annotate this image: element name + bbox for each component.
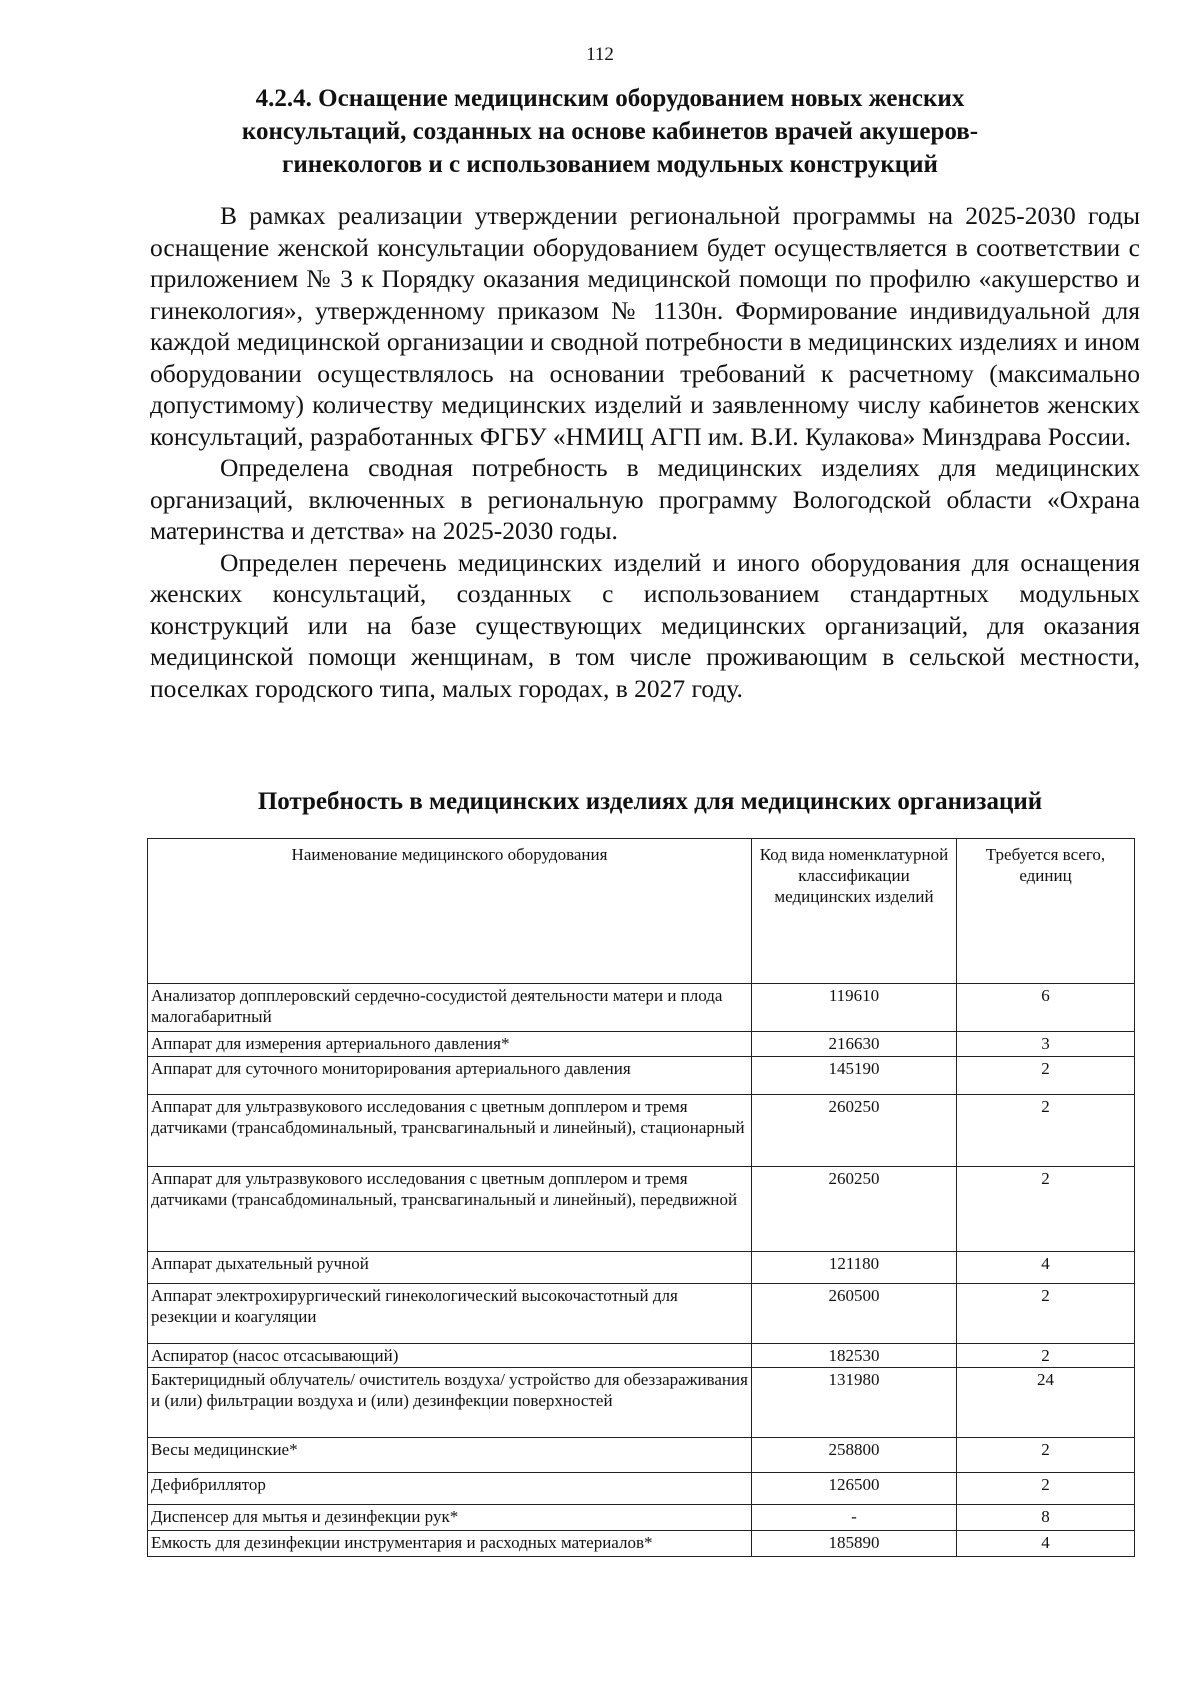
cell-qty: 2: [957, 1167, 1135, 1252]
table-row: [148, 1167, 1135, 1252]
cell-name: Бактерицидный облучатель/ очиститель воздуха/ устройство для обеззараживания и (или) фильтрации воздуха и (или) дезинфекции поверхностей: [148, 1368, 752, 1438]
table-row: [148, 1473, 1135, 1505]
table-row: [148, 1252, 1135, 1284]
cell-qty: 2: [957, 1438, 1135, 1473]
cell-name: Аспиратор (насос отсасывающий): [148, 1344, 752, 1368]
cell-code: 182530: [752, 1344, 957, 1368]
table-row: [148, 1344, 1135, 1368]
cell-code: -: [752, 1505, 957, 1531]
table-header-row: [148, 839, 1135, 984]
table-row: [148, 1095, 1135, 1167]
cell-name: Емкость для дезинфекции инструментария и расходных материалов*: [148, 1531, 752, 1557]
cell-code: 260250: [752, 1167, 957, 1252]
cell-code: 145190: [752, 1057, 957, 1095]
table-row: [148, 1284, 1135, 1344]
section-heading: [180, 82, 1040, 181]
paragraph: В рамках реализации утверждении региональной программы на 2025-2030 годы оснащение женской консультации оборудованием будет осуществляется в соответствии с приложением № 3 к Порядку оказания медицинской помощи по профилю «акушерство и гинекология», утвержденному приказом № 1130н. Формирование индивидуальной для каждой медицинской организации и сводной потребности в медицинских изделиях и ином оборудовании осуществлялось на основании требований к расчетному (максимально допустимому) количеству медицинских изделий и заявленному числу кабинетов женских консультаций, разработанных ФГБУ «НМИЦ АГП им. В.И. Кулакова» Минздрава России.: [150, 201, 1140, 451]
cell-name: Аппарат для суточного мониторирования артериального давления: [148, 1057, 752, 1095]
cell-qty: 4: [957, 1252, 1135, 1284]
section-heading-line: гинекологов и с использованием модульных конструкций: [282, 151, 938, 178]
cell-name: Дефибриллятор: [148, 1473, 752, 1505]
paragraph: Определена сводная потребность в медицинских изделиях для медицинских организаций, включенных в региональную программу Вологодской области «Охрана материнства и детства» на 2025-2030 годы.: [150, 453, 1140, 545]
section-heading-line: 4.2.4. Оснащение медицинским оборудованием новых женских: [255, 85, 965, 112]
cell-qty: 2: [957, 1057, 1135, 1095]
cell-code: 185890: [752, 1531, 957, 1557]
table-row: [148, 1505, 1135, 1531]
table-row: [148, 1057, 1135, 1095]
table-row: [148, 1438, 1135, 1473]
cell-code: 131980: [752, 1368, 957, 1438]
body-text: [150, 200, 1140, 704]
cell-qty: 2: [957, 1344, 1135, 1368]
cell-name: Аппарат дыхательный ручной: [148, 1252, 752, 1284]
cell-qty: 2: [957, 1473, 1135, 1505]
header-name: Наименование медицинского оборудования: [148, 839, 752, 984]
section-heading-line: консультаций, созданных на основе кабинетов врачей акушеров-: [241, 118, 979, 145]
cell-qty: 8: [957, 1505, 1135, 1531]
equipment-table: [147, 838, 1135, 1557]
header-code: Код вида номенклатурной классификации медицинских изделий: [752, 839, 957, 984]
cell-code: 260500: [752, 1284, 957, 1344]
paragraph: Определен перечень медицинских изделий и иного оборудования для оснащения женских консультаций, созданных с использованием стандартных модульных конструкций или на базе существующих медицинских организаций, для оказания медицинской помощи женщинам, в том числе проживающим в сельской местности, поселках городского типа, малых городах, в 2027 году.: [150, 547, 1140, 703]
cell-code: 121180: [752, 1252, 957, 1284]
cell-qty: 3: [957, 1032, 1135, 1057]
cell-qty: 4: [957, 1531, 1135, 1557]
cell-name: Диспенсер для мытья и дезинфекции рук*: [148, 1505, 752, 1531]
table-row: [148, 1531, 1135, 1557]
table-row: [148, 1032, 1135, 1057]
table-row: [148, 1368, 1135, 1438]
cell-name: Анализатор допплеровский сердечно-сосудистой деятельности матери и плода малогабаритный: [148, 984, 752, 1032]
cell-qty: 2: [957, 1284, 1135, 1344]
cell-qty: 6: [957, 984, 1135, 1032]
cell-name: Весы медицинские*: [148, 1438, 752, 1473]
cell-code: 119610: [752, 984, 957, 1032]
table-row: [148, 984, 1135, 1032]
page-number: 112: [586, 44, 614, 65]
cell-name: Аппарат для ультразвукового исследования с цветным допплером и тремя датчиками (трансабдоминальный, трансвагинальный и линейный), стационарный: [148, 1095, 752, 1167]
cell-qty: 24: [957, 1368, 1135, 1438]
header-required: Требуется всего, единиц: [957, 839, 1135, 984]
cell-code: 260250: [752, 1095, 957, 1167]
cell-name: Аппарат для ультразвукового исследования с цветным допплером и тремя датчиками (трансабдоминальный, трансвагинальный и линейный), передвижной: [148, 1167, 752, 1252]
cell-code: 216630: [752, 1032, 957, 1057]
cell-name: Аппарат электрохирургический гинекологический высокочастотный для резекции и коагуляции: [148, 1284, 752, 1344]
cell-code: 258800: [752, 1438, 957, 1473]
cell-qty: 2: [957, 1095, 1135, 1167]
table-title: Потребность в медицинских изделиях для медицинских организаций: [257, 788, 1043, 815]
cell-name: Аппарат для измерения артериального давления*: [148, 1032, 752, 1057]
cell-code: 126500: [752, 1473, 957, 1505]
